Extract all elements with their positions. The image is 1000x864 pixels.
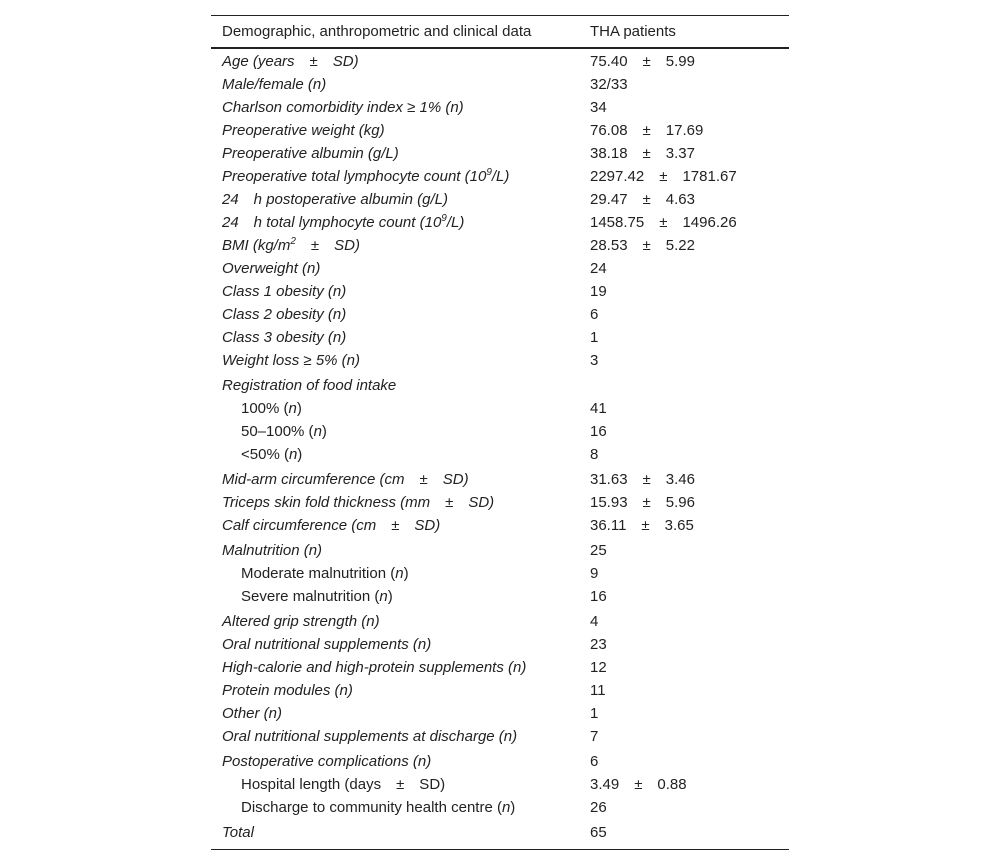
row-label: Discharge to community health centre (n) [241,799,516,816]
row-value: 65 [590,824,607,841]
table-row [211,656,789,679]
row-label: Hospital length (days ± SD) [241,776,446,793]
row-value: 11 [590,682,606,699]
row-value: 1458.75 ± 1496.26 [590,214,737,231]
row-value: 8 [590,446,599,463]
table-row [211,420,789,443]
table-row [211,443,789,466]
row-value: 15.93 ± 5.96 [590,494,695,511]
row-label: Class 1 obesity (n) [222,283,347,300]
row-value: 1 [590,705,599,722]
table-row [211,539,789,562]
table-header-rule [211,47,789,49]
table-row [211,750,789,773]
row-label: Oral nutritional supplements at discharge (n) [222,728,518,745]
table-row [211,303,789,326]
row-label: Preoperative total lymphocyte count $(10^9/L)$ [222,167,510,185]
table-row [211,280,789,303]
table-row [211,142,789,165]
row-label: <50% (n) [241,446,303,463]
row-label: Charlson comorbidity index ≥ 1% (n) [222,99,464,116]
row-label: High-calorie and high-protein supplements (n) [222,659,527,676]
row-label: Malnutrition (n) [222,542,323,559]
table-row [211,211,789,234]
row-value: 25 [590,542,607,559]
row-value: 36.11 ± 3.65 [590,517,694,534]
row-label: Mid-arm circumference (cm ± SD) [222,471,469,488]
row-value: 2297.42 ± 1781.67 [590,168,737,185]
row-label: Moderate malnutrition (n) [241,565,409,582]
row-label: Altered grip strength (n) [222,613,380,630]
table-row [211,165,789,188]
table-row [211,119,789,142]
row-value: 16 [590,423,607,440]
table-bottom-rule [211,849,789,850]
row-value: 28.53 ± 5.22 [590,237,695,254]
table-row [211,349,789,372]
row-label: 100% (n) [241,400,302,417]
row-label: BMI ($kg/m^2$ ± SD) [222,236,360,254]
row-value: 19 [590,283,607,300]
row-label: Triceps skin fold thickness (mm ± SD) [222,494,495,511]
row-value: 6 [590,306,599,323]
row-label: Oral nutritional supplements (n) [222,636,432,653]
table-row [211,679,789,702]
row-label: Male/female (n) [222,76,327,93]
table-row [211,633,789,656]
row-value: 75.40 ± 5.99 [590,53,695,70]
header-col-tha: THA patients [590,23,676,40]
row-label: Protein modules (n) [222,682,353,699]
row-value: 26 [590,799,607,816]
row-value: 31.63 ± 3.46 [590,471,695,488]
table-row [211,50,789,73]
row-label: Weight loss ≥ 5% (n) [222,352,361,369]
table-row [211,514,789,537]
row-label: Severe malnutrition (n) [241,588,393,605]
table-row [211,562,789,585]
table-row [211,491,789,514]
table-header [211,16,789,47]
table-row [211,773,789,796]
table-row [211,73,789,96]
row-value: 23 [590,636,607,653]
row-label: Calf circumference (cm ± SD) [222,517,441,534]
table-row [211,374,789,397]
row-value: 6 [590,753,599,770]
row-label: 24 h total lymphocyte count $(10^9/L)$ [222,213,465,231]
row-value: 12 [590,659,607,676]
table-row [211,96,789,119]
row-label: Postoperative complications (n) [222,753,432,770]
row-value: 32/33 [590,76,628,93]
row-label: Preoperative albumin (g/L) [222,145,399,162]
row-value: 7 [590,728,599,745]
row-value: 76.08 ± 17.69 [590,122,704,139]
row-value: 34 [590,99,607,116]
table-row [211,821,789,844]
row-label: 50–100% (n) [241,423,327,440]
row-value: 9 [590,565,599,582]
row-label: 24 h postoperative albumin (g/L) [222,191,448,208]
table-row [211,397,789,420]
row-label: Class 2 obesity (n) [222,306,347,323]
row-label: Overweight (n) [222,260,321,277]
row-value: 3.49 ± 0.88 [590,776,687,793]
row-value: 16 [590,588,607,605]
data-table [211,15,789,850]
table-row [211,796,789,819]
row-label: Class 3 obesity (n) [222,329,347,346]
table-row [211,468,789,491]
row-label: Other (n) [222,705,283,722]
table-row [211,610,789,633]
header-col-data: Demographic, anthropometric and clinical data [222,23,532,40]
row-label: Preoperative weight (kg) [222,122,385,139]
table-row [211,257,789,280]
row-value: 4 [590,613,599,630]
row-label: Total [222,824,254,841]
table-row [211,326,789,349]
table-row [211,234,789,257]
table-row [211,188,789,211]
row-value: 41 [590,400,607,417]
table-row [211,702,789,725]
table-row [211,585,789,608]
table-row [211,725,789,748]
row-value: 29.47 ± 4.63 [590,191,695,208]
row-label: Age (years ± SD) [222,53,359,70]
row-value: 1 [590,329,599,346]
row-value: 38.18 ± 3.37 [590,145,695,162]
row-label: Registration of food intake [222,377,397,394]
row-value: 24 [590,260,607,277]
row-value: 3 [590,352,599,369]
